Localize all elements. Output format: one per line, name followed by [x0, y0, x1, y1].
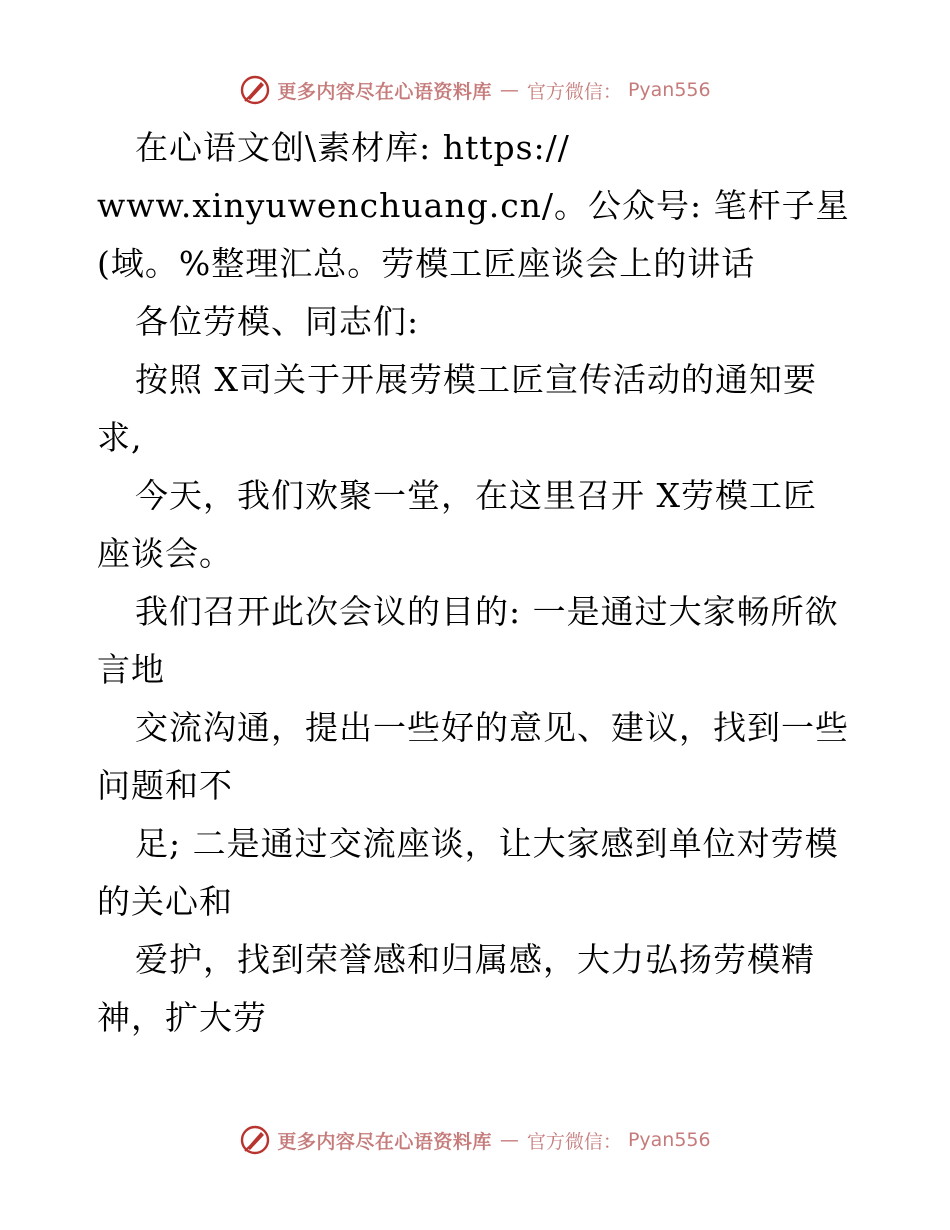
body-line: 爱护，找到荣誉感和归属感，大力弘扬劳模精 — [135, 940, 815, 979]
quill-logo-icon — [239, 1124, 271, 1156]
body-line: 交流沟通，提出一些好的意见、建议，找到一些 — [135, 708, 849, 747]
banner-dash: — — [499, 1129, 519, 1151]
body-line: (域。%整理汇总。劳模工匠座谈会上的讲话 — [97, 244, 756, 283]
banner-contact-label: 官方微信： — [526, 80, 622, 103]
body-line: 的关心和 — [97, 882, 233, 921]
banner-dash: — — [499, 79, 519, 101]
banner-contact-label: 官方微信： — [526, 1130, 622, 1153]
quill-logo-icon — [239, 74, 271, 106]
footer-watermark-banner — [0, 1120, 950, 1160]
body-line: 神，扩大劳 — [97, 998, 267, 1037]
body-line: 各位劳模、同志们: — [135, 302, 420, 341]
banner-label: 更多内容尽在心语资料库 — [277, 80, 492, 103]
header-watermark-banner — [0, 70, 950, 110]
banner-wechat-id: Pyan556 — [627, 1129, 711, 1151]
body-line: 问题和不 — [97, 766, 233, 805]
body-line: 座谈会。 — [97, 534, 233, 573]
body-line: 言地 — [97, 650, 165, 689]
body-line: 今天，我们欢聚一堂，在这里召开 X劳模工匠 — [135, 476, 817, 515]
body-line: www.xinyuwenchuang.cn/。公众号: 笔杆子星 — [97, 186, 850, 225]
document-body — [97, 119, 887, 1047]
body-line: 在心语文创\素材库: https:// — [135, 128, 570, 167]
banner-wechat-id: Pyan556 — [627, 79, 711, 101]
body-line: 按照 X司关于开展劳模工匠宣传活动的通知要 — [135, 360, 817, 399]
banner-label: 更多内容尽在心语资料库 — [277, 1130, 492, 1153]
body-line: 足; 二是通过交流座谈，让大家感到单位对劳模 — [135, 824, 839, 863]
body-line: 我们召开此次会议的目的: 一是通过大家畅所欲 — [135, 592, 839, 631]
body-line: 求, — [97, 418, 143, 457]
